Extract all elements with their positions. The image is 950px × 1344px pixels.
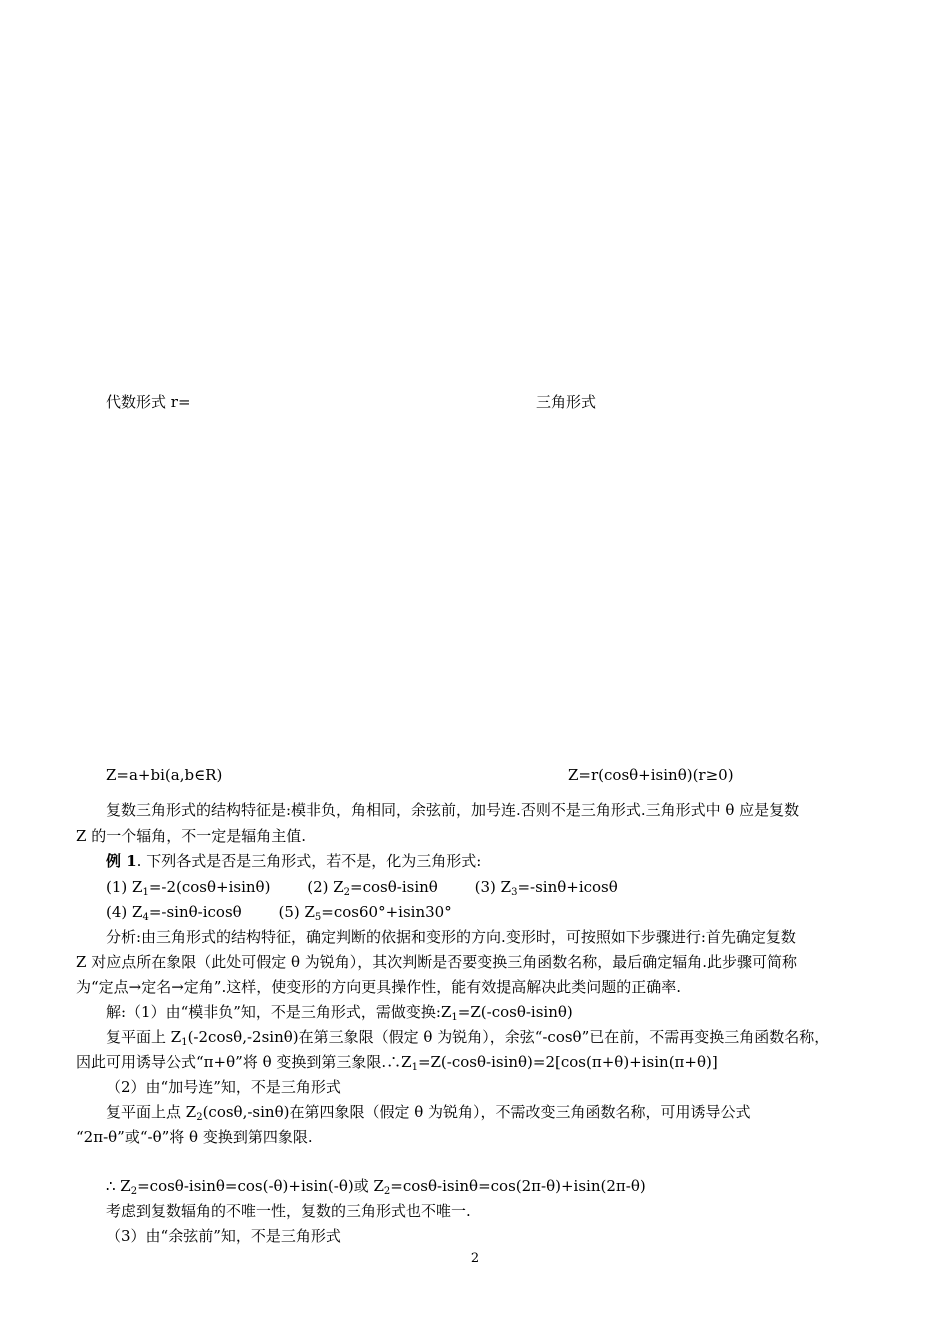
example-item-1: (1) $Z_1=-2(\cos\theta+isin\theta)$ bbox=[106, 878, 271, 898]
analysis-line-3: 为“定点→定名→定角”.这样，使变形的方向更具操作性，能有效提高解决此类问题的正确率. bbox=[76, 978, 682, 996]
example-item-4: (4) $Z_4=-\sin\theta$-icosθ bbox=[106, 903, 242, 923]
example-item-3: (3) $Z_3=-\sin\theta+icos\theta$ bbox=[474, 878, 618, 898]
example-label: 例 1 bbox=[106, 852, 137, 870]
solution-line-7: ∴ $Z_2=\cos\theta-isin\theta=\cos(-\theta)+isin(-\theta)$或 $Z_2=\cos\theta-isin\theta=\cos(2\pi-\theta)+isin(2\pi-\theta)$ bbox=[106, 1177, 646, 1197]
solution-line-1: 解:（1）由“模非负”知，不是三角形式，需做变换$:Z_1=Z(-\cos\theta-isin\theta)$ bbox=[106, 1003, 573, 1023]
algebraic-form-formula: Z=a+bi(a,b∈R) bbox=[106, 766, 223, 784]
algebraic-form-label: 代数形式 r= bbox=[106, 393, 191, 411]
example-heading bbox=[106, 851, 481, 871]
page-number: 2 bbox=[470, 1251, 480, 1266]
example-item-2: (2) $Z_2=\cos\theta$-isinθ bbox=[307, 878, 438, 898]
solution-line-4: （2）由“加号连”知，不是三角形式 bbox=[106, 1078, 341, 1096]
analysis-line-2: Z 对应点所在象限（此处可假定 θ 为锐角），其次判断是否要变换三角函数名称，最后确定辐角.此步骤可简称 bbox=[76, 953, 798, 971]
solution-line-6: “2π-θ”或“-θ”将 θ 变换到第四象限. bbox=[76, 1128, 313, 1146]
example-text: . 下列各式是否是三角形式，若不是，化为三角形式: bbox=[136, 852, 482, 870]
example-item-5: (5) $Z_5=\cos 60^\circ+isin30^\circ$ bbox=[278, 903, 452, 923]
solution-line-2: 复平面上 $Z_1(-2\cos\theta,-2\sin\theta)$在第三象限（假定 θ 为锐角），余弦“-cosθ”已在前，不需再变换三角函数名称， bbox=[106, 1028, 830, 1048]
solution-line-5: 复平面上点 $Z_2(\cos\theta,-\sin\theta)$在第四象限（假定 θ 为锐角），不需改变三角函数名称，可用诱导公式 bbox=[106, 1103, 751, 1123]
example-items-row-1 bbox=[106, 877, 618, 897]
analysis-line-1: 分析:由三角形式的结构特征，确定判断的依据和变形的方向.变形时，可按照如下步骤进行:首先确定复数 bbox=[106, 928, 796, 946]
trig-form-formula: Z=r(cosθ+isinθ)(r≥0) bbox=[568, 766, 734, 784]
example-items-row-2 bbox=[106, 902, 452, 922]
solution-line-8: 考虑到复数辐角的不唯一性，复数的三角形式也不唯一. bbox=[106, 1202, 471, 1220]
trig-form-label: 三角形式 bbox=[536, 393, 597, 411]
structure-paragraph-line-1: 复数三角形式的结构特征是:模非负，角相同，余弦前，加号连.否则不是三角形式.三角形式中 θ 应是复数 bbox=[106, 801, 800, 819]
solution-line-9: （3）由“余弦前”知，不是三角形式 bbox=[106, 1227, 341, 1245]
solution-line-3: 因此可用诱导公式“π+θ”将 θ 变换到第三象限$.\therefore Z_1=Z(-\cos\theta-isin\theta)=2[\cos(\pi+\theta)+isin(\pi+\theta)]$ bbox=[76, 1053, 718, 1073]
structure-paragraph-line-2: Z 的一个辐角，不一定是辐角主值. bbox=[76, 827, 306, 845]
